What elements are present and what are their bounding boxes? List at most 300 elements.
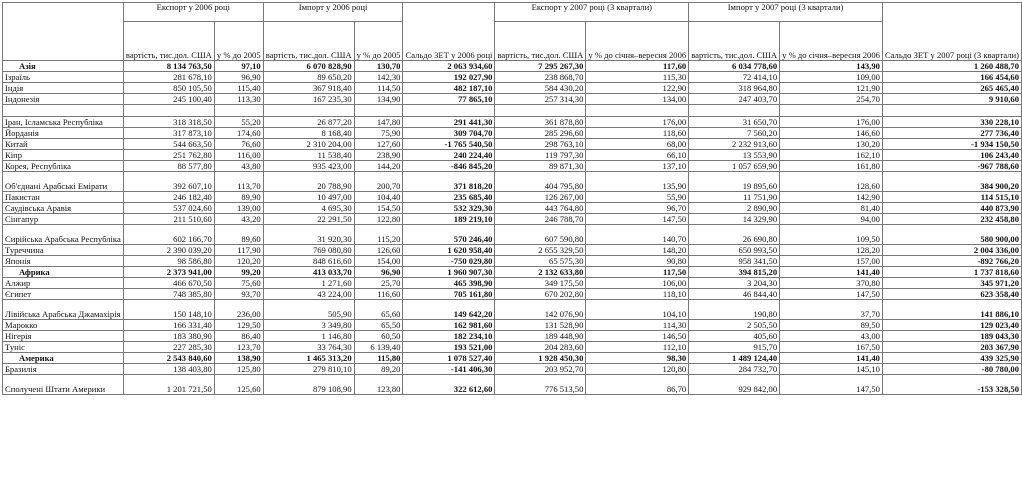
cell-col-10: 330 228,10 xyxy=(882,117,1021,128)
cell-col-1: 2 390 039,20 xyxy=(123,245,214,256)
cell-col-7: 118,60 xyxy=(586,128,689,139)
cell-col-9: 109,00 xyxy=(780,72,883,83)
cell-col-4: 114,50 xyxy=(354,83,403,94)
cell-col-3: 26 877,20 xyxy=(263,117,354,128)
cell-col-3: 1 146,80 xyxy=(263,331,354,342)
cell-col-6: 257 314,30 xyxy=(495,94,586,105)
export-2007-value-header: вартість, тис.дол. США xyxy=(495,22,586,61)
cell-col-7: 118,10 xyxy=(586,289,689,300)
cell-col-10: 203 367,90 xyxy=(882,342,1021,353)
cell-col-9: 147,50 xyxy=(780,289,883,300)
country-name: Єгипет xyxy=(3,289,124,300)
export-2007-header: Експорт у 2007 році (3 квартали) xyxy=(495,3,689,22)
cell-col-3: 89 650,20 xyxy=(263,72,354,83)
cell-col-4: 142,30 xyxy=(354,72,403,83)
cell-col-7: 117,50 xyxy=(586,267,689,278)
cell-col-9: 121,90 xyxy=(780,83,883,94)
table-row xyxy=(3,161,1022,172)
cell-col-9: 130,20 xyxy=(780,139,883,150)
cell-col-10: 189 043,30 xyxy=(882,331,1021,342)
cell-col-4: 89,20 xyxy=(354,364,403,375)
cell-col-3: 279 810,10 xyxy=(263,364,354,375)
cell-col-5: 291 441,30 xyxy=(403,117,495,128)
cell-col-5: 1 078 527,40 xyxy=(403,353,495,364)
table-row xyxy=(3,375,1022,395)
cell-col-5: 309 704,70 xyxy=(403,128,495,139)
cell-col-9 xyxy=(780,105,883,117)
cell-col-5: 77 865,10 xyxy=(403,94,495,105)
cell-col-8: 31 650,70 xyxy=(689,117,780,128)
cell-col-4: 65,50 xyxy=(354,320,403,331)
cell-col-4: 75,90 xyxy=(354,128,403,139)
cell-col-5: 570 246,40 xyxy=(403,225,495,245)
cell-col-10: 2 004 336,00 xyxy=(882,245,1021,256)
balance-2007-header: Сальдо ЗЕТ у 2007 році (3 квартали) xyxy=(882,3,1021,61)
cell-col-2: 117,90 xyxy=(214,245,263,256)
cell-col-8: 19 895,60 xyxy=(689,172,780,192)
cell-col-10: 439 325,90 xyxy=(882,353,1021,364)
cell-col-3: 8 168,40 xyxy=(263,128,354,139)
cell-col-7: 112,10 xyxy=(586,342,689,353)
cell-col-8: 929 842,00 xyxy=(689,375,780,395)
cell-col-3: 31 920,30 xyxy=(263,225,354,245)
cell-col-1: 251 762,80 xyxy=(123,150,214,161)
cell-col-5: 1 620 958,40 xyxy=(403,245,495,256)
cell-col-9: 142,90 xyxy=(780,192,883,203)
cell-col-4 xyxy=(354,105,403,117)
cell-col-6: 361 878,80 xyxy=(495,117,586,128)
cell-col-4: 127,60 xyxy=(354,139,403,150)
cell-col-5: 192 027,90 xyxy=(403,72,495,83)
country-name: Ізраїль xyxy=(3,72,124,83)
cell-col-8: 2 890,90 xyxy=(689,203,780,214)
table-row xyxy=(3,83,1022,94)
cell-col-5: 189 219,10 xyxy=(403,214,495,225)
cell-col-9: 146,60 xyxy=(780,128,883,139)
cell-col-8: 405,60 xyxy=(689,331,780,342)
table-row xyxy=(3,225,1022,245)
cell-col-4: 60,50 xyxy=(354,331,403,342)
country-name: Сполучені Штати Америки xyxy=(3,375,124,395)
cell-col-6: 203 952,70 xyxy=(495,364,586,375)
cell-col-10: 623 358,40 xyxy=(882,289,1021,300)
region-row xyxy=(3,353,1022,364)
cell-col-3: 167 235,30 xyxy=(263,94,354,105)
cell-col-3: 1 271,60 xyxy=(263,278,354,289)
cell-col-9: 254,70 xyxy=(780,94,883,105)
cell-col-7: 68,00 xyxy=(586,139,689,150)
cell-col-2: 43,80 xyxy=(214,161,263,172)
cell-col-3: 20 788,90 xyxy=(263,172,354,192)
table-row xyxy=(3,94,1022,105)
cell-col-7: 134,00 xyxy=(586,94,689,105)
import-2006-header: Імпорт у 2006 році xyxy=(263,3,403,22)
cell-col-8: 3 204,30 xyxy=(689,278,780,289)
cell-col-2: 129,50 xyxy=(214,320,263,331)
cell-col-1: 88 577,80 xyxy=(123,161,214,172)
cell-col-6: 126 267,00 xyxy=(495,192,586,203)
cell-col-2: 43,20 xyxy=(214,214,263,225)
cell-col-2: 89,60 xyxy=(214,225,263,245)
cell-col-6: 776 513,50 xyxy=(495,375,586,395)
cell-col-3: 367 918,40 xyxy=(263,83,354,94)
cell-col-8: 2 232 913,60 xyxy=(689,139,780,150)
cell-col-1: 211 510,60 xyxy=(123,214,214,225)
table-row xyxy=(3,245,1022,256)
country-name: Іран, Ісламська Республіка xyxy=(3,117,124,128)
cell-col-10: 265 465,40 xyxy=(882,83,1021,94)
cell-col-2: 125,60 xyxy=(214,375,263,395)
country-name: Алжир xyxy=(3,278,124,289)
table-row xyxy=(3,172,1022,192)
cell-col-1: 281 678,10 xyxy=(123,72,214,83)
cell-col-9: 145,10 xyxy=(780,364,883,375)
cell-col-2: 138,90 xyxy=(214,353,263,364)
cell-col-4: 130,70 xyxy=(354,61,403,72)
cell-col-8: 284 732,70 xyxy=(689,364,780,375)
export-2006-pct-header: у % до 2005 xyxy=(214,22,263,61)
cell-col-2: 86,40 xyxy=(214,331,263,342)
cell-col-8: 915,70 xyxy=(689,342,780,353)
cell-col-5: 235 685,40 xyxy=(403,192,495,203)
cell-col-1: 1 201 721,50 xyxy=(123,375,214,395)
cell-col-7: 98,30 xyxy=(586,353,689,364)
cell-col-1: 392 607,10 xyxy=(123,172,214,192)
cell-col-5: 1 960 907,30 xyxy=(403,267,495,278)
country-name: Марокко xyxy=(3,320,124,331)
cell-col-5: 371 818,20 xyxy=(403,172,495,192)
cell-col-6: 2 132 633,80 xyxy=(495,267,586,278)
cell-col-1: 544 663,50 xyxy=(123,139,214,150)
cell-col-7: 114,30 xyxy=(586,320,689,331)
cell-col-2: 115,40 xyxy=(214,83,263,94)
cell-col-10 xyxy=(882,105,1021,117)
cell-col-10: 345 971,20 xyxy=(882,278,1021,289)
cell-col-5: 465 398,90 xyxy=(403,278,495,289)
cell-col-9: 143,90 xyxy=(780,61,883,72)
country-header xyxy=(3,3,124,61)
cell-col-5: -846 845,20 xyxy=(403,161,495,172)
cell-col-4: 144,20 xyxy=(354,161,403,172)
country-name: Лівійська Арабська Джамахірія xyxy=(3,300,124,320)
cell-col-3: 1 465 313,20 xyxy=(263,353,354,364)
country-name: Нігерія xyxy=(3,331,124,342)
cell-col-6: 204 283,60 xyxy=(495,342,586,353)
cell-col-10: 129 023,40 xyxy=(882,320,1021,331)
cell-col-7: 140,70 xyxy=(586,225,689,245)
region-name: Америка xyxy=(3,353,124,364)
table-row xyxy=(3,364,1022,375)
cell-col-4: 25,70 xyxy=(354,278,403,289)
cell-col-10: 141 886,10 xyxy=(882,300,1021,320)
cell-col-5: 705 161,80 xyxy=(403,289,495,300)
cell-col-6: 285 296,60 xyxy=(495,128,586,139)
country-name: Саудівська Аравія xyxy=(3,203,124,214)
cell-col-3: 11 538,40 xyxy=(263,150,354,161)
cell-col-3: 769 080,80 xyxy=(263,245,354,256)
cell-col-2: 174,60 xyxy=(214,128,263,139)
table-row xyxy=(3,203,1022,214)
cell-col-1: 318 318,50 xyxy=(123,117,214,128)
cell-col-4: 126,60 xyxy=(354,245,403,256)
cell-col-5: -141 406,30 xyxy=(403,364,495,375)
table-row xyxy=(3,278,1022,289)
cell-col-10: -1 934 150,50 xyxy=(882,139,1021,150)
cell-col-10: -153 328,50 xyxy=(882,375,1021,395)
cell-col-2: 97,10 xyxy=(214,61,263,72)
cell-col-7: 147,50 xyxy=(586,214,689,225)
cell-col-2 xyxy=(214,105,263,117)
cell-col-6: 443 764,80 xyxy=(495,203,586,214)
export-2006-value-header: вартість, тис.дол. США xyxy=(123,22,214,61)
country-name: Корея, Республіка xyxy=(3,161,124,172)
cell-col-7: 106,00 xyxy=(586,278,689,289)
cell-col-9: 94,00 xyxy=(780,214,883,225)
cell-col-8: 1 057 659,90 xyxy=(689,161,780,172)
cell-col-2: 113,70 xyxy=(214,172,263,192)
cell-col-10: 1 260 488,70 xyxy=(882,61,1021,72)
cell-col-8: 1 489 124,40 xyxy=(689,353,780,364)
country-name: Туніс xyxy=(3,342,124,353)
cell-col-4: 6 139,40 xyxy=(354,342,403,353)
cell-col-6: 404 795,80 xyxy=(495,172,586,192)
table-row xyxy=(3,300,1022,320)
cell-col-2: 123,70 xyxy=(214,342,263,353)
table-row xyxy=(3,139,1022,150)
cell-col-9: 167,50 xyxy=(780,342,883,353)
cell-col-2: 89,90 xyxy=(214,192,263,203)
cell-col-2: 125,80 xyxy=(214,364,263,375)
country-name xyxy=(3,105,124,117)
cell-col-8: 6 034 778,60 xyxy=(689,61,780,72)
cell-col-10: 232 458,80 xyxy=(882,214,1021,225)
cell-col-5: 322 612,60 xyxy=(403,375,495,395)
cell-col-2: 139,00 xyxy=(214,203,263,214)
cell-col-4: 104,40 xyxy=(354,192,403,203)
cell-col-1: 183 380,90 xyxy=(123,331,214,342)
import-2006-pct-header: у % до 2005 xyxy=(354,22,403,61)
cell-col-7 xyxy=(586,105,689,117)
cell-col-6: 1 928 450,30 xyxy=(495,353,586,364)
cell-col-8: 318 964,80 xyxy=(689,83,780,94)
cell-col-5: 162 981,60 xyxy=(403,320,495,331)
cell-col-8: 72 414,10 xyxy=(689,72,780,83)
cell-col-3: 33 764,30 xyxy=(263,342,354,353)
country-name: Японія xyxy=(3,256,124,267)
country-name: Йорданія xyxy=(3,128,124,139)
import-2007-value-header: вартість, тис.дол. США xyxy=(689,22,780,61)
cell-col-6: 89 871,30 xyxy=(495,161,586,172)
cell-col-5: 182 234,10 xyxy=(403,331,495,342)
cell-col-7: 122,90 xyxy=(586,83,689,94)
cell-col-2: 75,60 xyxy=(214,278,263,289)
cell-col-1: 98 586,80 xyxy=(123,256,214,267)
cell-col-1: 2 543 840,60 xyxy=(123,353,214,364)
cell-col-7: 120,80 xyxy=(586,364,689,375)
cell-col-1: 166 331,40 xyxy=(123,320,214,331)
cell-col-8: 190,80 xyxy=(689,300,780,320)
table-row xyxy=(3,256,1022,267)
cell-col-4: 134,90 xyxy=(354,94,403,105)
cell-col-5: -1 765 540,50 xyxy=(403,139,495,150)
cell-col-7: 135,90 xyxy=(586,172,689,192)
country-name: Індія xyxy=(3,83,124,94)
country-name: Туреччина xyxy=(3,245,124,256)
cell-col-9: 161,80 xyxy=(780,161,883,172)
cell-col-2: 120,20 xyxy=(214,256,263,267)
cell-col-7: 148,20 xyxy=(586,245,689,256)
cell-col-2: 55,20 xyxy=(214,117,263,128)
table-row xyxy=(3,331,1022,342)
cell-col-8: 650 993,50 xyxy=(689,245,780,256)
cell-col-5: 149 642,20 xyxy=(403,300,495,320)
cell-col-2: 93,70 xyxy=(214,289,263,300)
cell-col-8: 958 341,50 xyxy=(689,256,780,267)
cell-col-8: 26 690,80 xyxy=(689,225,780,245)
cell-col-10: 114 515,10 xyxy=(882,192,1021,203)
table-row xyxy=(3,320,1022,331)
cell-col-1 xyxy=(123,105,214,117)
cell-col-1: 317 873,10 xyxy=(123,128,214,139)
table-row xyxy=(3,342,1022,353)
cell-col-2: 116,00 xyxy=(214,150,263,161)
cell-col-3 xyxy=(263,105,354,117)
cell-col-8: 13 553,90 xyxy=(689,150,780,161)
cell-col-6: 607 590,80 xyxy=(495,225,586,245)
cell-col-3: 3 349,80 xyxy=(263,320,354,331)
table-row xyxy=(3,214,1022,225)
cell-col-1: 8 134 763,50 xyxy=(123,61,214,72)
cell-col-9: 43,00 xyxy=(780,331,883,342)
cell-col-6: 238 868,70 xyxy=(495,72,586,83)
cell-col-6 xyxy=(495,105,586,117)
cell-col-4: 154,50 xyxy=(354,203,403,214)
cell-col-3: 935 423,00 xyxy=(263,161,354,172)
cell-col-1: 850 105,50 xyxy=(123,83,214,94)
cell-col-7: 104,10 xyxy=(586,300,689,320)
cell-col-5: 482 187,10 xyxy=(403,83,495,94)
cell-col-4: 238,90 xyxy=(354,150,403,161)
cell-col-10: -967 788,60 xyxy=(882,161,1021,172)
cell-col-7: 137,10 xyxy=(586,161,689,172)
cell-col-3: 848 616,60 xyxy=(263,256,354,267)
cell-col-1: 2 373 941,00 xyxy=(123,267,214,278)
cell-col-10: -892 766,20 xyxy=(882,256,1021,267)
country-name: Сирійська Арабська Республіка xyxy=(3,225,124,245)
balance-2006-header: Сальдо ЗЕТ у 2006 році xyxy=(403,3,495,61)
cell-col-1: 602 166,70 xyxy=(123,225,214,245)
cell-col-3: 10 497,00 xyxy=(263,192,354,203)
import-2006-value-header: вартість, тис.дол. США xyxy=(263,22,354,61)
cell-col-4: 115,80 xyxy=(354,353,403,364)
cell-col-1: 537 024,60 xyxy=(123,203,214,214)
cell-col-7: 117,60 xyxy=(586,61,689,72)
cell-col-4: 123,80 xyxy=(354,375,403,395)
country-name: Бразилія xyxy=(3,364,124,375)
cell-col-10: 9 910,60 xyxy=(882,94,1021,105)
cell-col-4: 116,60 xyxy=(354,289,403,300)
trade-table xyxy=(2,2,1022,395)
cell-col-10: 384 900,20 xyxy=(882,172,1021,192)
cell-col-10: 1 737 818,60 xyxy=(882,267,1021,278)
cell-col-1: 748 385,80 xyxy=(123,289,214,300)
table-row xyxy=(3,72,1022,83)
country-name: Китай xyxy=(3,139,124,150)
table-row xyxy=(3,289,1022,300)
cell-col-7: 96,70 xyxy=(586,203,689,214)
cell-col-2: 76,60 xyxy=(214,139,263,150)
cell-col-7: 90,80 xyxy=(586,256,689,267)
cell-col-8: 2 505,50 xyxy=(689,320,780,331)
cell-col-4: 115,20 xyxy=(354,225,403,245)
cell-col-5: 532 329,30 xyxy=(403,203,495,214)
cell-col-7: 146,50 xyxy=(586,331,689,342)
cell-col-2: 236,00 xyxy=(214,300,263,320)
header-row-1 xyxy=(3,3,1022,22)
cell-col-1: 138 403,80 xyxy=(123,364,214,375)
country-name: Сінгапур xyxy=(3,214,124,225)
cell-col-9: 147,50 xyxy=(780,375,883,395)
cell-col-6: 7 295 267,30 xyxy=(495,61,586,72)
cell-col-8 xyxy=(689,105,780,117)
country-name: Кіпр xyxy=(3,150,124,161)
cell-col-1: 245 100,40 xyxy=(123,94,214,105)
cell-col-1: 466 670,50 xyxy=(123,278,214,289)
cell-col-7: 115,30 xyxy=(586,72,689,83)
region-name: Африка xyxy=(3,267,124,278)
table-row xyxy=(3,150,1022,161)
import-2007-header: Імпорт у 2007 році (3 квартали) xyxy=(689,3,883,22)
cell-col-10: 277 736,40 xyxy=(882,128,1021,139)
cell-col-4: 147,80 xyxy=(354,117,403,128)
cell-col-6: 131 528,90 xyxy=(495,320,586,331)
cell-col-6: 670 202,80 xyxy=(495,289,586,300)
cell-col-3: 43 224,00 xyxy=(263,289,354,300)
country-name: Індонезія xyxy=(3,94,124,105)
region-name: Азія xyxy=(3,61,124,72)
cell-col-4: 154,00 xyxy=(354,256,403,267)
cell-col-8: 394 815,20 xyxy=(689,267,780,278)
cell-col-7: 66,10 xyxy=(586,150,689,161)
cell-col-5: 193 521,00 xyxy=(403,342,495,353)
cell-col-9: 37,70 xyxy=(780,300,883,320)
cell-col-4: 65,60 xyxy=(354,300,403,320)
cell-col-3: 413 033,70 xyxy=(263,267,354,278)
import-2007-pct-header: у % до січня–вересня 2006 xyxy=(780,22,883,61)
cell-col-6: 119 797,30 xyxy=(495,150,586,161)
cell-col-9: 141,40 xyxy=(780,353,883,364)
cell-col-8: 247 403,70 xyxy=(689,94,780,105)
cell-col-5: 240 224,40 xyxy=(403,150,495,161)
cell-col-3: 505,90 xyxy=(263,300,354,320)
cell-col-8: 7 560,20 xyxy=(689,128,780,139)
cell-col-6: 349 175,50 xyxy=(495,278,586,289)
table-row xyxy=(3,117,1022,128)
cell-col-6: 65 575,30 xyxy=(495,256,586,267)
cell-col-9: 81,40 xyxy=(780,203,883,214)
cell-col-3: 6 070 828,90 xyxy=(263,61,354,72)
cell-col-3: 4 695,30 xyxy=(263,203,354,214)
cell-col-7: 55,90 xyxy=(586,192,689,203)
cell-col-9: 109,50 xyxy=(780,225,883,245)
cell-col-6: 189 448,90 xyxy=(495,331,586,342)
cell-col-4: 122,80 xyxy=(354,214,403,225)
export-2007-pct-header: у % до січня–вересня 2006 xyxy=(586,22,689,61)
cell-col-9: 128,20 xyxy=(780,245,883,256)
table-row xyxy=(3,192,1022,203)
cell-col-5: 2 063 934,60 xyxy=(403,61,495,72)
cell-col-9: 89,50 xyxy=(780,320,883,331)
